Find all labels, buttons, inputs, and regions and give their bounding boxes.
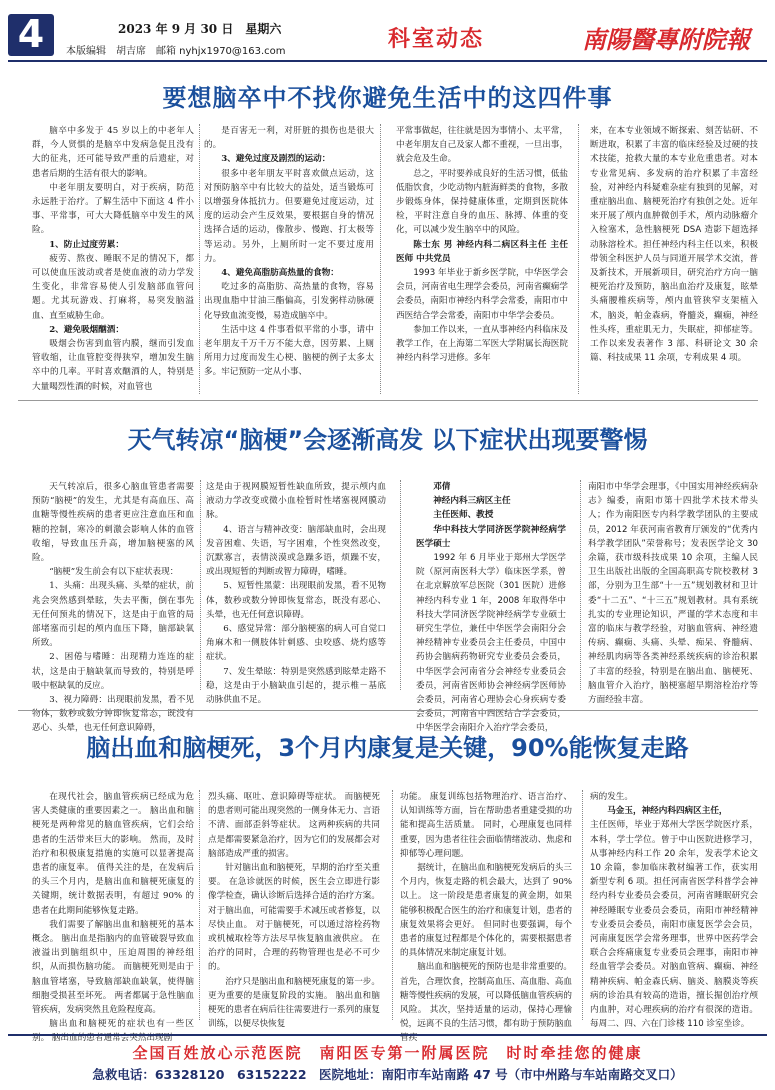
footer (8, 1034, 767, 1088)
paragraph: 治疗只是脑出血和脑梗死康复的第一步。 更为重要的是康复阶段的实施。 脑出血和脑梗死的患者在病后往往需要进行一系列的康复训练，以便尽快恢复 (208, 976, 380, 1030)
subheading: 1、防止过度劳累： (49, 239, 124, 250)
section-rule (18, 400, 758, 401)
divider (580, 480, 581, 690)
paragraph: 脑出血和脑梗死的症状也有一些区别。 脑出血的患者通常会突然出现剧 (32, 1019, 194, 1044)
bio-heading: 邓倩 (433, 482, 451, 492)
article2-title: 天气转凉“脑梗”会逐渐高发 以下症状出现要警惕 (127, 426, 648, 454)
subheading: 2、避免吸烟酗酒： (49, 324, 124, 335)
paragraph: 据统计，在脑出血和脑梗死发病后的头三个月内，恢复走路的机会最大，达到了 90% 以上。 这一阶段是患者康复的黄金期，如果能够积极配合医生的治疗和康复计划，患者的康复效果将会更好。 但同时也要强调，每个患者的康复过程都是个体化的，需要根据患者的具体情况来制定康复计划。 (400, 863, 572, 959)
divider (582, 790, 583, 1020)
article1-col1 (32, 124, 194, 394)
page-number-badge (8, 14, 54, 56)
paragraph: 在现代社会，脑血管疾病已经成为危害人类健康的重要因素之一。 脑出血和脑梗死是两种常见的脑血管疾病，它们会给患者的生活带来巨大的影响。 然而，及时治疗和积极康复措施的实施可以显著提高患者的康复率。 值得关注的是，在发病后的头三个月内，是脑出血和脑梗死康复的关键期，统计数据表明，有超过 90% 的患者在此期间能够恢复走路。 (32, 792, 194, 916)
article3-col1 (32, 790, 194, 1044)
article3-title: 脑出血和脑梗死，3个月内康复是关键，90%能恢复走路 (86, 734, 689, 762)
divider (380, 124, 381, 394)
header-rule (8, 60, 767, 62)
divider (199, 124, 200, 394)
paragraph: 3、视力障碍：出现眼前发黑，看不见物体，数秒或数分钟即恢复常态，既没有恶心、头晕，也无任何意识障碍， (32, 695, 194, 734)
divider (400, 480, 401, 690)
paragraph: 2、困倦与嗜睡：出现精力连连的症状，这是由于脑缺氧而导致的，特别是呼吸中枢缺氧的反应。 (32, 652, 194, 691)
article1-col4 (590, 124, 758, 394)
paragraph: 1、头痛：出现头痛、头晕的症状，前兆会突然感到晕眩，失去平衡，倒在事先无任何预兆的情况下，这是由于血管的局部堵塞而引起的颅内血压下降，脑部缺氧所致。 (32, 581, 194, 649)
paragraph: 7、发生晕眩：特别是突然感到眩晕走路不稳，这是由于小脑缺血引起的，提示椎－基底动脉供血不足。 (206, 666, 386, 706)
article1-title: 要想脑卒中不找你避免生活中的这四件事 (162, 84, 613, 112)
paragraph: 烈头痛、呕吐、意识障碍等症状。 而脑梗死的患者则可能出现突然的一侧身体无力、言语不清、面部歪斜等症状。 这两种疾病的共同点是都需要紧急治疗，因为它们的发展都会对脑部造成严重的损害。 (208, 792, 380, 859)
divider (200, 480, 201, 690)
header (0, 0, 775, 68)
article2-col2 (206, 480, 386, 706)
section-rule (18, 710, 758, 711)
paragraph: 是百害无一利，对肝脏的损伤也是很大的。 (204, 126, 374, 151)
article1-col3 (396, 124, 568, 394)
paragraph: 这是由于视网膜短暂性缺血所致，提示颅内血液动力学改变或微小血栓暂时性堵塞视网膜动脉。 (206, 482, 386, 521)
paragraph: 中老年朋友要明白，对于疾病，防范永远胜于治疗。了解生活中下面这 4 件小事、平常事，可大大降低脑卒中发生的风险。 (32, 182, 194, 236)
article3-col3 (400, 790, 572, 1044)
bio-heading: 马金玉，神经内科四病区主任， (607, 806, 728, 817)
divider (578, 124, 579, 394)
paragraph: 6、感觉异常：部分脑梗塞的病人可自觉口角麻木和一侧肢体针刺感、虫咬感、烧灼感等症状。 (206, 624, 386, 663)
paragraph: 脑卒中多发于 45 岁以上的中老年人群，今人贤惧的是脑卒中发病急促且没有大的征兆，还可能导致严重的后遗症，对患者后期的生活有很大的影响。 (32, 126, 194, 179)
footer-slogan: 全国百姓放心示范医院 南阳医专第一附属医院 时时牵挂您的健康 (132, 1044, 643, 1062)
paper-name-logo: 南陽醫專附院報 (582, 25, 750, 54)
paragraph: 总之，平时要养成良好的生活习惯，低盐低脂饮食，少吃动物内脏海鲜类的食物，多散步锻炼身体，保持健康体重，定期到医院体检，平时注意自身的血压、脉搏、体重的变化，可以减少发生脑卒中的风险。 (396, 168, 568, 236)
paragraph: 来，在本专业领域不断探索、刻苦钻研、不断进取，积累了丰富的临床经验及过硬的技术技能，抢救大量的本专业危重患者。对本专业常见病、多发病的治疗积累了丰富经验，对神经内科疑难杂症有独到的见解，对重症脑出血、脑梗死治疗有独创之处。近年来开展了颅内血肿微创手术，颅内动脉瘤介入检塞术，急性脑梗死 DSA 造影下超选择动脉溶栓术。担任神经内科主任以来，积极带领全科医护人员与同道开展学术交流，普及新技术，开展新项目，研究治疗方向一脑梗死治疗及预防，脑出血治疗及康复，眩晕头痛腰椎疾病等，颅内血管狭窄支架植入术，脑炎，帕金森病，脊髓炎，癫痫，神经性头疼，重症肌无力，失眠症，抑郁症等。工作以来发表著作 3 部、科研论文 30 余篇、科技成果 11 余项，专利成果 4 项。 (590, 126, 758, 364)
paragraph: 5、短暂性黑蒙：出现眼前发黑，看不见物体，数秒或数分钟即恢复常态，既没有恶心、头晕，也无任何意识障碍。 (206, 581, 386, 620)
paragraph: 很多中老年朋友平时喜欢做点运动，这对预防脑卒中有比较大的益处，适当锻炼可以增强身体抵抗力。但要避免过度运动，过度的运动会产生反效果，要根据自身的情况选择合适的运动，像散步、慢跑、打太极等等运动。另外，上厕所时一定不要过度用力。 (204, 168, 374, 264)
paragraph: 我们需要了解脑出血和脑梗死的基本概念。 脑出血是指脑内的血管破裂导致血液溢出到脑组织中，压迫周围的神经组织，从而损伤脑功能。 而脑梗死则是由于脑血管堵塞，导致脑部缺血缺氧，使得脑细胞受损甚至坏死。 两者都属于急性脑血管疾病，发病突然且危险程度高。 (32, 919, 194, 1016)
page-number: 4 (17, 12, 45, 56)
paragraph: 吃过多的高脂肪、高热量的食物，容易出现血脂中甘油三酯偏高，引发粥样动脉硬化导致血流变慢，易造成脑卒中。 (204, 282, 374, 321)
paragraph: 病的发生。 (590, 792, 633, 802)
paragraph: 平常事做起，往往就是因为事情小、太平常，中老年朋友自己及家人都不重视，一旦出事，就会危及生命。 (396, 126, 568, 165)
article3-col2 (208, 790, 380, 1030)
editor-line: 本版编辑 胡吉席 邮箱 nyhjx1970@163.com (66, 46, 286, 57)
paragraph: 吸烟会伤害到血管内膜，继而引发血管收缩，让血管腔变得狭窄，增加发生脑卒中的几率。平时喜欢酗酒的人，特别是大量喝烈性酒的时候，对血管也 (32, 339, 194, 392)
paragraph: 参加工作以来，一直从事神经内科临床及教学工作，在上海第二军医大学附属长海医院神经内科学习进修。多年 (396, 324, 568, 364)
paragraph: “脑梗”发生前会有以下症状表现： (49, 567, 179, 578)
paragraph: 疲劳、熬夜、睡眠不足的情况下，都可以使血压波动或者是使血液的动力学发生变化，非常容易使人引发脑部血管问题。尤其玩游戏、打麻将，易突发脑溢血、直至威胁生命。 (32, 253, 194, 321)
bio-heading: 陈士东 男 神经内科二病区科主任 主任医师 中共党员 (396, 239, 568, 264)
bio-heading: 神经内科三病区主任 (433, 496, 511, 507)
subheading: 3、避免过度及剧烈的运动： (221, 154, 331, 165)
article2-col3 (416, 480, 566, 734)
paragraph: 生活中这 4 件事看似平常的小事，请中老年朋友千万千万不能大意，因劳累、上厕所用力过度而发生心梗、脑梗的例子太多太多。牢记预防一定从小事、 (204, 324, 374, 378)
article3-col4 (590, 790, 758, 1030)
divider (392, 790, 393, 1020)
paragraph: 天气转凉后，很多心脑血管患者需要预防“脑梗”的发生，尤其是有高血压、高血糖等慢性疾病的患者更应注意血压和血糖的控制，寒冷的刺激会影响人体的血管收缩，导致血压升高，增加脑梗塞的风险。 (32, 482, 194, 564)
paragraph: 脑出血和脑梗死的预防也是非常重要的。 首先，合理饮食，控制高血压、高血脂、高血糖等慢性疾病的发展，可以降低脑血管疾病的风险。 其次，坚持适量的运动，保持心理愉悦，远离不良的生活习惯，都有助于预防脑血管疾 (400, 962, 572, 1044)
article2-col1 (32, 480, 194, 734)
paragraph: 主任医师，毕业于郑州大学医学院医疗系，本科，学士学位。曾于中山医院进修学习，从事神经内科工作 20 余年，发表学术论文 10 余篇，参加临床教材编著工作，获实用新型专利 6 项。担任河南省医学科普学会神经内科专业委员会委员，河南省睡眠研究会神经睡眠专业委员会委员，南阳市神经精神专业委员会委员，南阳市康复医学会会员，河南康复医学会常务理事，世界中医药学会联合会疼痛康复专业委员会理事，南阳市神经血管学会委员。对脑血管病、癫痫、神经精神疾病、帕金森氏病、脑炎、脑膜炎等疾病的诊治具有较高的造诣，擅长掘创治疗颅内血肿，对心理疾病的治疗有很深的造诣。每周二、四、六在门诊楼 110 诊室坐诊。 (590, 820, 758, 1030)
divider (199, 790, 200, 1020)
paragraph: 南阳市中华学会理事，《中国实用神经疾病杂志》编委，南阳市第十四批学术技术带头人；作为南阳医专内科学教学团队的主要成员，2012 年获河南省教育厅颁发的“优秀内科学教学团队”荣誉称号；发表医学论文 30 余篇，获市级科技成果 10 余项，主编人民卫生出版社出版的全国高职高专院校教材 3 部，分别为卫生部“十一五”规划教材和卫计委“十二五”、“十三五”规划教材。具有系统扎实的专业理论知识，严谨的学术态度和丰富的临床与教学经验，对脑血管病、神经遗传病、癫痫、头痛、头晕、痴呆、脊髓病、神经肌肉病等各类神经系统疾病的诊治积累了丰富的经验，特别是在脑出血、脑梗死、脑血管介入治疗，脑梗塞超早期溶栓治疗等方面经验丰富。 (588, 482, 758, 706)
section-title: 科室动态 (388, 27, 485, 52)
issue-date: 2023 年 9 月 30 日 星期六 (118, 22, 282, 36)
subheading: 4、避免高脂肪高热量的食物： (221, 268, 339, 279)
footer-contact: 急救电话：63328120 63152222 医院地址：南阳市车站南路 47 号（市中州路与车站南路交叉口） (92, 1067, 683, 1082)
bio-heading: 华中科技大学同济医学院神经病学医学硕士 (416, 524, 566, 549)
paragraph: 1993 年毕业于新乡医学院，中华医学会会员，河南省电生理学会委员，河南省癫痫学会委员，南阳市神经内科学会常委，南阳市中西医结合学会常委，南阳市中华学会委员。 (396, 268, 568, 321)
bio-heading: 主任医师、教授 (433, 510, 494, 521)
paragraph: 功能。 康复训练包括物理治疗、语言治疗、认知训练等方面，旨在帮助患者重建受损的功能和提高生活质量。 同时，心理康复也同样重要，因为患者往往会面临情绪波动、焦虑和抑郁等心理问题。 (400, 792, 572, 859)
article2-col4 (588, 480, 758, 706)
paragraph: 1992 年 6 月毕业于郑州大学医学院（原河南医科大学）临床医学系，曾在北京解放军总医院（301 医院）进修神经内科专业 1 年，2008 年取得华中科技大学同济医学院神经病学专业硕士研究生学位，兼任中华医学会南阳分会神经精神专业委员会主任委员，中国中药协会脑病药物研究专业委员会委员，中华医学会河南省分会神经专业委员会委员，河南省医师协会神经病学医师协会委员，河南省心理协会心身疾病专委会委员，河南省中西医结合学会委员，中华医学会南阳介入治疗学会委员， (416, 553, 566, 734)
article1-col2 (204, 124, 374, 394)
paragraph: 针对脑出血和脑梗死，早期的治疗至关重要。 在急诊就医的时候，医生会立即进行影像学检查，确认诊断后选择合适的治疗方案。 对于脑出血，可能需要手术减压或者修复，以尽快止血。 对于脑梗死，可以通过溶栓药物或机械取栓等方法尽早恢复脑血液供应。 在治疗的同时，合理的药物管理也是必不可少的。 (208, 863, 380, 973)
paragraph: 4、语言与精神改变：脑部缺血时，会出现发音困难、失语，写字困难，个性突然改变，沉默寡言，表情淡漠或急躁多语，烦躁不安，或出现短暂的判断或智力障碍，嗜睡。 (206, 524, 386, 578)
